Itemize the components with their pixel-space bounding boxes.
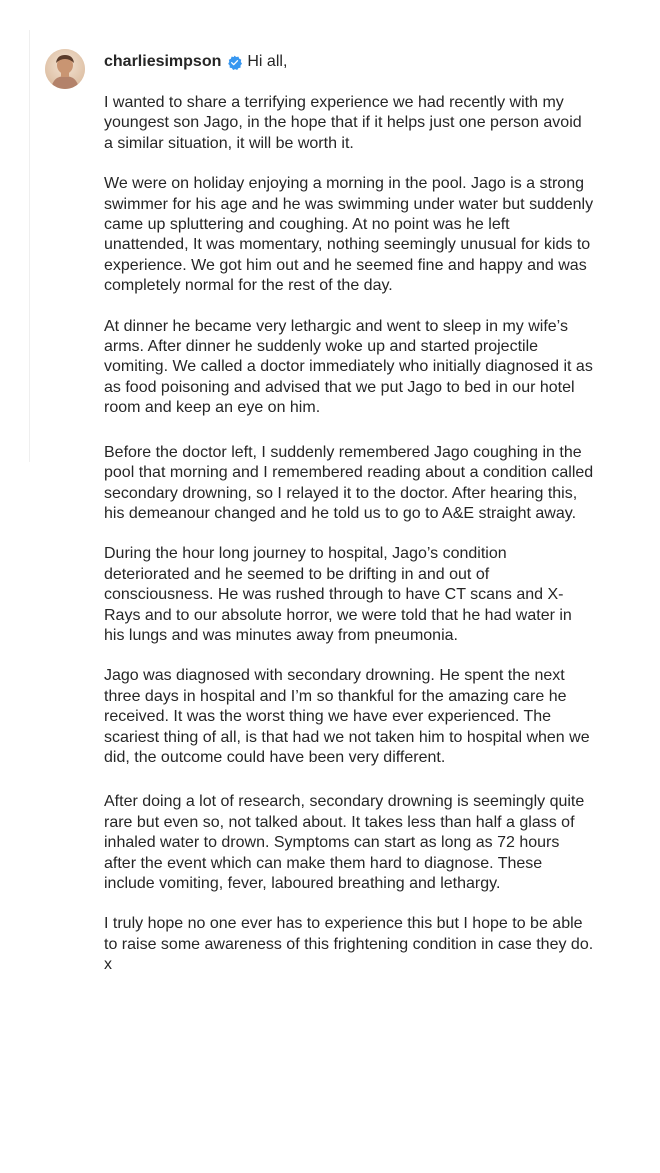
caption-paragraph-2: We were on holiday enjoying a morning in the pool. Jago is a strong swimmer for his age and he was swimming under water but suddenly came up spluttering and coughing. At no point was he left unattended, It was momentary, nothing seemingly unusual for kids to experience. We got him out and he seemed fine and happy and was completely normal for the rest of the day. <box>104 175 594 295</box>
caption-greeting: Hi all, <box>247 52 288 70</box>
caption-paragraph-1: I wanted to share a terrifying experience we had recently with my youngest son Jago, in the hope that if it helps just one person avoid a similar situation, it will be worth it. <box>104 94 582 152</box>
caption-paragraph-8: I truly hope no one ever has to experience this but I hope to be able to raise some awareness of this frightening condition in case they do. x <box>104 915 594 974</box>
caption-paragraph-6: Jago was diagnosed with secondary drowning. He spent the next three days in hospital and I’m so thankful for the amazing care he received. It was the worst thing we have ever experienced. The scariest thing of all, is that had we not taken him to hospital when we did, the outcome could have been very different. <box>104 667 590 766</box>
avatar[interactable] <box>45 49 85 89</box>
verified-badge-icon <box>227 55 242 70</box>
thread-divider <box>29 30 30 462</box>
caption-headline <box>104 51 594 73</box>
caption-paragraph-7: After doing a lot of research, secondary drowning is seemingly quite rare but even so, not talked about. It takes less than half a glass of inhaled water to drown. Symptoms can start as long as 72 hours after the event which can make them hard to diagnose. These include vomiting, fever, laboured breathing and lethargy. <box>104 793 585 892</box>
avatar-profile-photo-icon <box>45 49 85 89</box>
caption-paragraph-3: At dinner he became very lethargic and went to sleep in my wife’s arms. After dinner he suddenly woke up and started projectile vomiting. We called a doctor immediately who initially diagnosed it as as food poisoning and advised that we put Jago to bed in our hotel room and keep an eye on him. <box>104 317 593 417</box>
caption-paragraph-5: During the hour long journey to hospital, Jago’s condition deteriorated and he seemed to be drifting in and out of consciousness. He was rushed through to have CT scans and X-Rays and to our absolute horror, we were told that he had water in his lungs and was minutes away from pneumonia. <box>104 545 572 644</box>
caption-paragraph-4: Before the doctor left, I suddenly remembered Jago coughing in the pool that morning and I remembered reading about a condition called secondary drowning, so I relayed it to the doctor. After hearing this, his demeanour changed and he told us to go to A&E straight away. <box>104 443 594 522</box>
username-link[interactable]: charliesimpson <box>104 52 222 70</box>
caption-text <box>104 51 594 976</box>
